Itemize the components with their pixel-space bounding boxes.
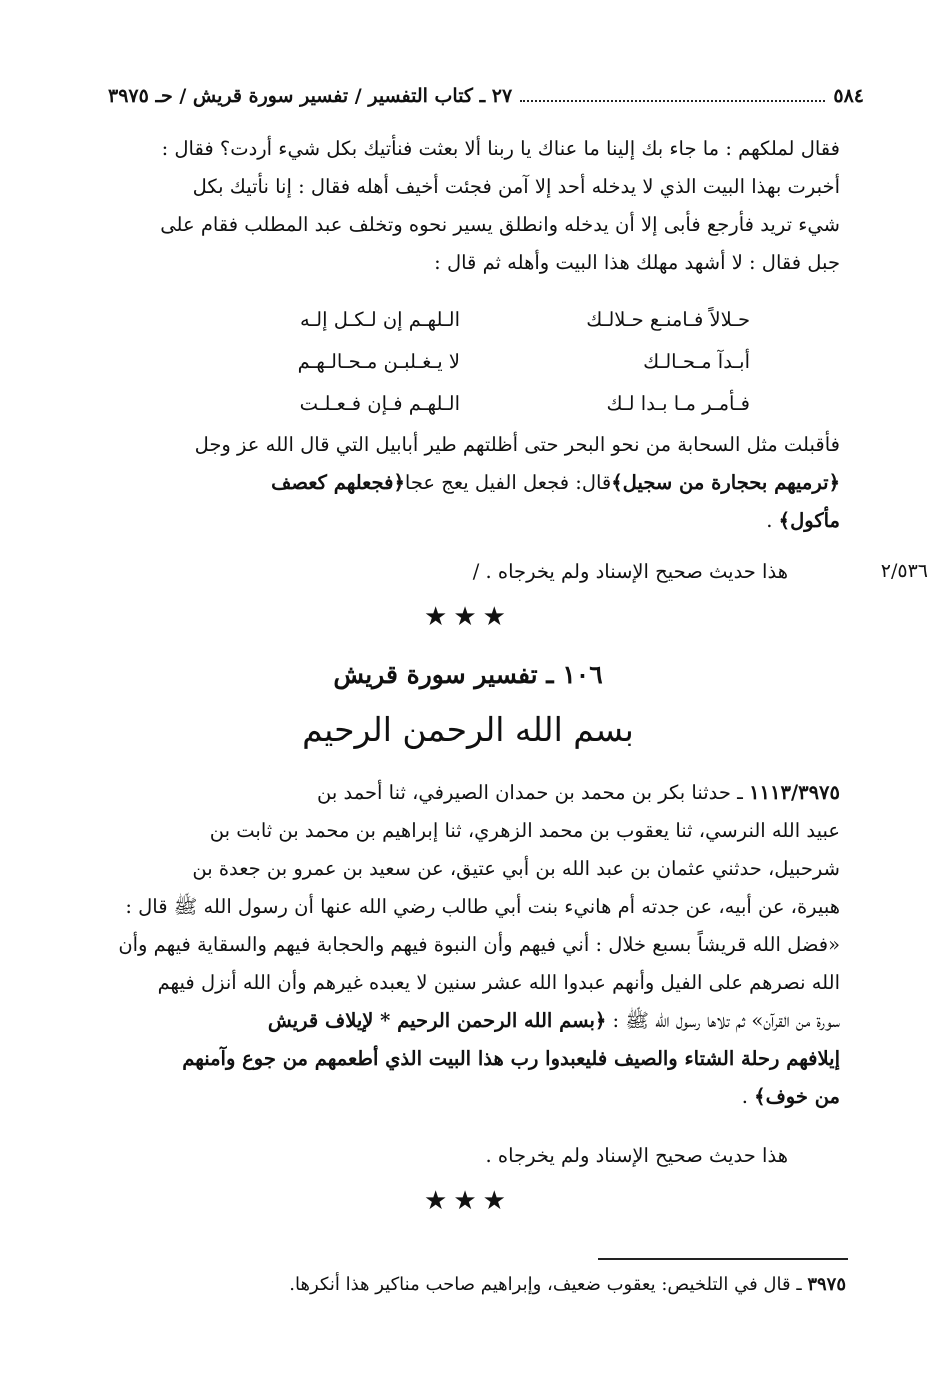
text-segment: سورة من القرآن» ثم تلاها رسول الله ﷺ : bbox=[606, 1009, 840, 1032]
footnote-rule bbox=[598, 1258, 848, 1260]
poem-verse bbox=[210, 382, 750, 424]
hadith-number: ١١١٣/٣٩٧٥ bbox=[749, 781, 840, 804]
quran-quote: مأكول﴾ bbox=[778, 509, 840, 532]
text-segment: . bbox=[741, 1085, 755, 1108]
footnote-number: ٣٩٧٥ bbox=[807, 1274, 846, 1295]
section-separator: ★★★ bbox=[424, 602, 512, 632]
quran-quote: ﴿فجعلهم كعصف bbox=[271, 471, 405, 494]
text-segment: ـ حدثنا بكر بن محمد بن حمدان الصيرفي، ثنا أحمد بن bbox=[317, 781, 750, 804]
header-dotted-leader bbox=[520, 99, 825, 102]
surah-title: ١٠٦ ـ تفسير سورة قريش bbox=[333, 660, 603, 689]
text-line bbox=[108, 464, 840, 502]
quran-quote-line: إيلافهم رحلة الشتاء والصيف فليعبدوا رب هذا البيت الذي أطعمهم من جوع وآمنهم bbox=[182, 1047, 840, 1070]
text-line bbox=[108, 502, 840, 540]
hadith-verdict: هذا حديث صحيح الإسناد ولم يخرجاه . / bbox=[472, 560, 788, 583]
text-line: جبل فقال : لا أشهد مهلك هذا البيت وأهله ثم قال : bbox=[434, 251, 840, 274]
narrative-paragraph bbox=[108, 130, 840, 282]
text-segment: . bbox=[766, 509, 779, 532]
text-line: هبيرة، عن أبيه، عن جدته أم هانيء بنت أبي طالب رضي الله عنها أن رسول الله ﷺ قال : bbox=[125, 895, 840, 918]
margin-reference: ٢/٥٣٦ bbox=[880, 560, 928, 582]
poem-second-hemistich: حـلالاً فـامنـع حـلالـك bbox=[586, 307, 750, 331]
text-line: عبيد الله النرسي، ثنا يعقوب بن محمد الزهري، ثنا إبراهيم بن محمد بن ثابت بن bbox=[209, 819, 840, 842]
text-line bbox=[108, 1078, 840, 1116]
text-line: فأقبلت مثل السحابة من نحو البحر حتى أظلتهم طير أبابيل التي قال الله عز وجل bbox=[194, 433, 840, 456]
poem bbox=[210, 298, 750, 424]
text-line: أخبرت بهذا البيت الذي لا يدخله أحد إلا آمن فجئت أخيف أهله فقال : إنا نأتيك بكل bbox=[192, 175, 840, 198]
text-line bbox=[108, 1002, 840, 1040]
text-line: شرحبيل، حدثني عثمان بن عبد الله بن أبي عتيق، عن سعيد بن عمرو بن جعدة بن bbox=[192, 857, 840, 880]
section-separator-2: ★★★ bbox=[424, 1186, 512, 1216]
poem-verse bbox=[210, 340, 750, 382]
page-header bbox=[108, 80, 864, 112]
poem-first-hemistich: الـلهـم فـإن فـعـلـت bbox=[299, 391, 460, 415]
poem-verse bbox=[210, 298, 750, 340]
quran-quote: من خوف﴾ bbox=[754, 1085, 840, 1108]
verdict-row bbox=[108, 556, 928, 594]
text-line: شيء تريد فأرجع فأبى إلا أن يدخله وانطلق يسير نحوه وتخلف عبد المطلب فقام على bbox=[160, 213, 840, 236]
poem-first-hemistich: لا يـغـلبـن مـحـالـهـم bbox=[297, 349, 460, 373]
narrative-paragraph-2 bbox=[108, 426, 840, 540]
text-line: الله نصرهم على الفيل وأنهم عبدوا الله عشر سنين لا يعبده غيرهم وأن الله أنزل فيهم bbox=[157, 971, 840, 994]
poem-second-hemistich: فـأمـر مـا بـدا لـك bbox=[606, 391, 750, 415]
quran-quote: ﴿بسم الله الرحمن الرحيم * لإيلاف قريش bbox=[267, 1009, 607, 1032]
text-line: «فضل الله قريشاً بسبع خلال : أني فيهم وأن النبوة فيهم والحجابة فيهم والسقاية فيهم وأن bbox=[118, 933, 840, 956]
basmala: بسم الله الرحمن الرحيم bbox=[302, 710, 634, 749]
running-title: ٢٧ ـ كتاب التفسير / تفسير سورة قريش / حـ ٣٩٧٥ bbox=[108, 85, 513, 107]
page-number: ٥٨٤ bbox=[833, 85, 864, 107]
footnote bbox=[200, 1274, 846, 1295]
text-line bbox=[108, 774, 840, 812]
poem-first-hemistich: الـلهـم إن لـكـل إلـه bbox=[300, 307, 460, 331]
poem-second-hemistich: أبـدآ مـحـالـك bbox=[643, 349, 750, 373]
hadith-paragraph bbox=[108, 774, 840, 1116]
quran-quote: ﴿ترميهم بحجارة من سجيل﴾ bbox=[611, 471, 840, 494]
footnote-text: ـ قال في التلخيص: يعقوب ضعيف، وإبراهيم صاحب مناكير هذا أنكرها. bbox=[289, 1274, 808, 1295]
text-segment: قال: فجعل الفيل يعج عجا bbox=[404, 471, 612, 494]
hadith-verdict-2: هذا حديث صحيح الإسناد ولم يخرجاه . bbox=[485, 1144, 788, 1167]
text-line: فقال لملكهم : ما جاء بك إلينا ما عناك يا ربنا ألا بعثت فنأتيك بكل شيء أردت؟ فقال : bbox=[161, 137, 840, 160]
